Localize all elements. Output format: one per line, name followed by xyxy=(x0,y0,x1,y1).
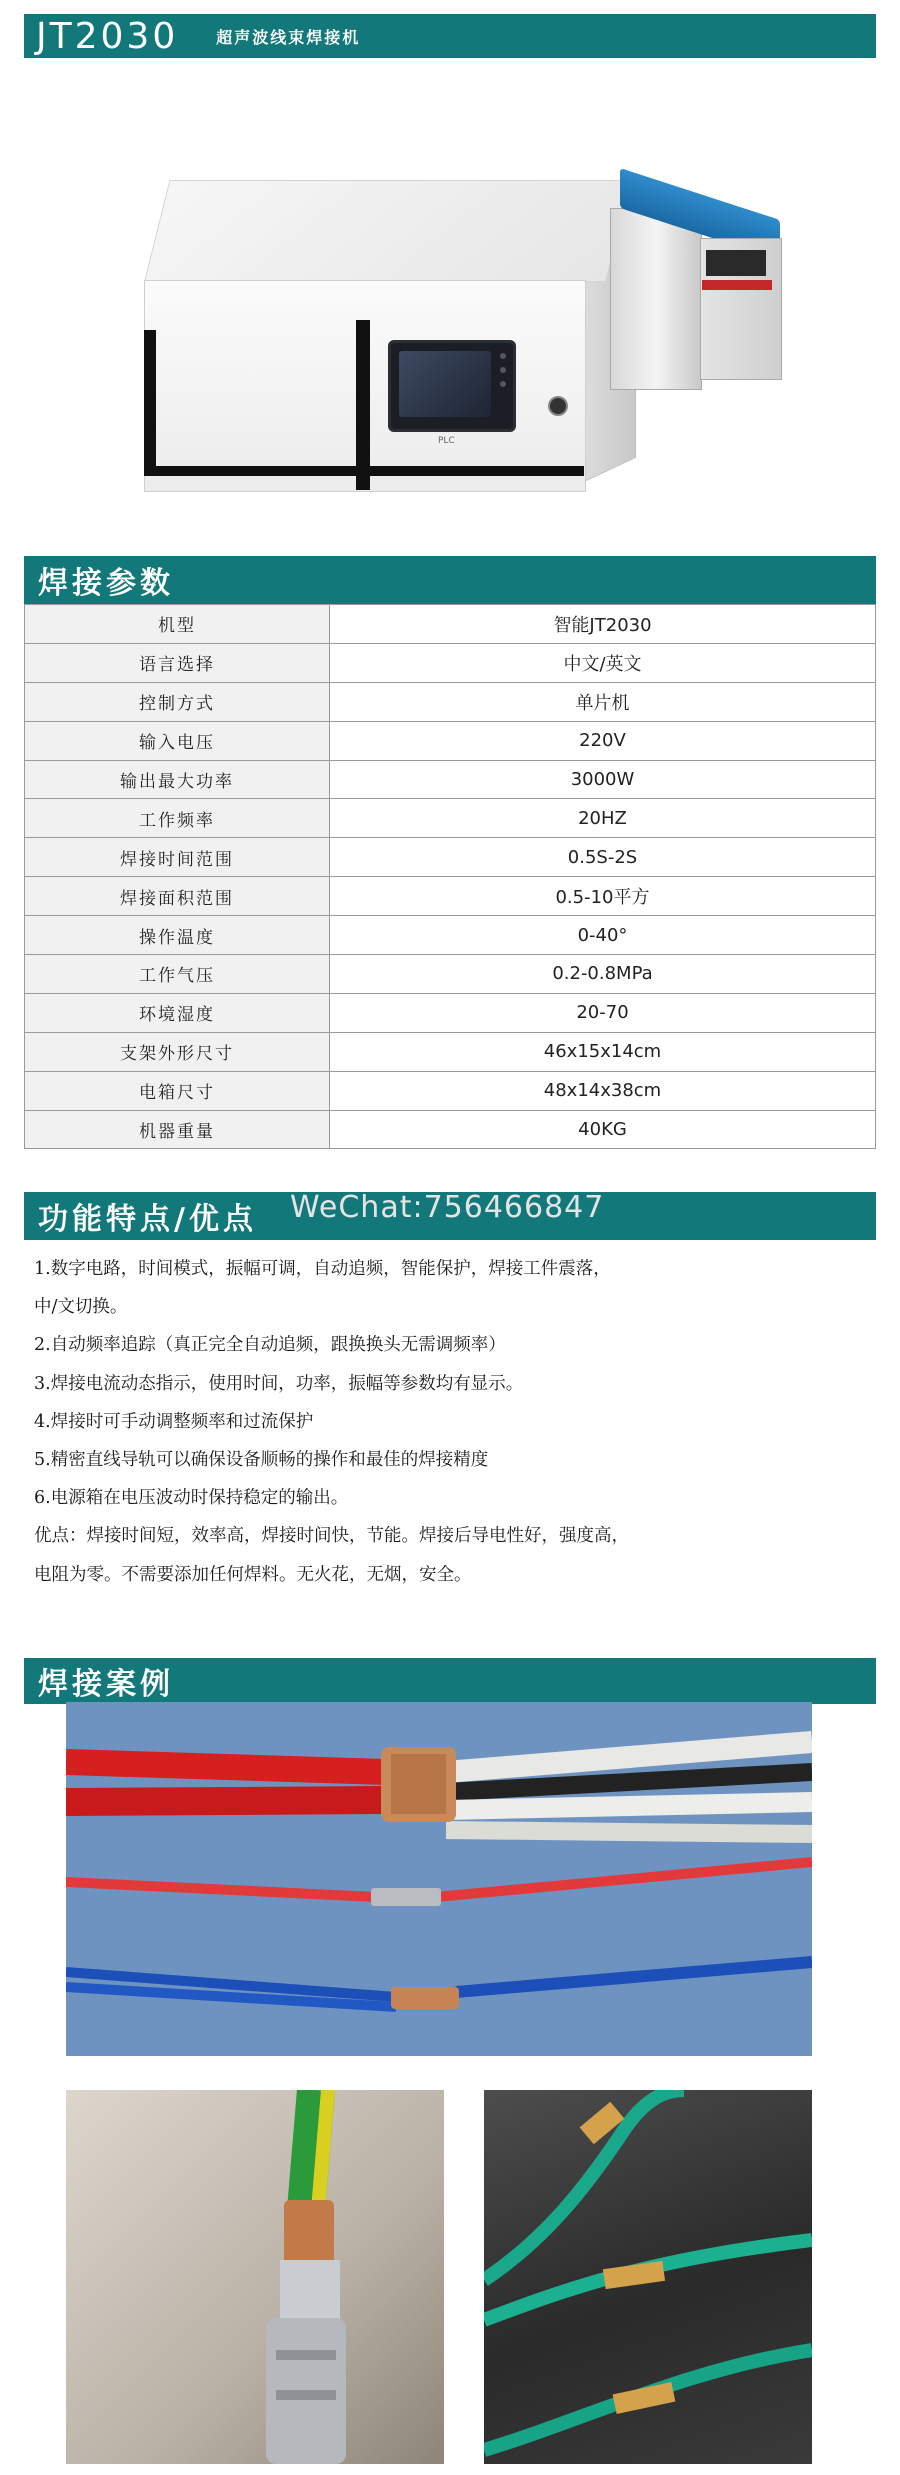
table-row xyxy=(25,721,876,760)
param-value: 40KG xyxy=(330,1110,876,1149)
table-row xyxy=(25,1071,876,1110)
power-box-top xyxy=(144,180,631,282)
case-photo-yellow-green-wire-terminal xyxy=(66,2090,444,2464)
param-value: 20-70 xyxy=(330,993,876,1032)
param-value: 3000W xyxy=(330,760,876,799)
table-row xyxy=(25,877,876,916)
table-row xyxy=(25,955,876,994)
feature-line: 中/文切换。 xyxy=(34,1297,128,1318)
param-label: 输出最大功率 xyxy=(25,760,330,799)
cases-section-title: 焊接案例 xyxy=(24,1658,876,1704)
case-photo-wires-blue-background xyxy=(66,1702,812,2056)
params-section-title: 焊接参数 xyxy=(24,556,876,604)
param-label: 环境湿度 xyxy=(25,993,330,1032)
table-row xyxy=(25,916,876,955)
param-label: 工作气压 xyxy=(25,955,330,994)
table-row xyxy=(25,799,876,838)
machine-subtitle: 超声波线束焊接机 xyxy=(216,27,361,47)
param-value: 46x15x14cm xyxy=(330,1032,876,1071)
table-row xyxy=(25,760,876,799)
wechat-watermark: WeChat:756466847 xyxy=(290,1190,605,1225)
control-screen xyxy=(388,340,516,432)
param-value: 智能JT2030 xyxy=(330,605,876,644)
param-value: 20HZ xyxy=(330,799,876,838)
param-label: 焊接面积范围 xyxy=(25,877,330,916)
feature-line: 1.数字电路，时间模式，振幅可调，自动追频，智能保护，焊接工件震落， xyxy=(34,1259,611,1279)
param-label: 输入电压 xyxy=(25,721,330,760)
header-banner xyxy=(24,14,876,58)
param-label: 支架外形尺寸 xyxy=(25,1032,330,1071)
feature-line: 优点：焊接时间短，效率高，焊接时间快，节能。焊接后导电性好，强度高， xyxy=(34,1526,629,1547)
box-trim xyxy=(356,320,370,490)
table-row xyxy=(25,838,876,877)
table-row xyxy=(25,993,876,1032)
table-row xyxy=(25,605,876,644)
param-label: 机型 xyxy=(25,605,330,644)
feature-line: 2.自动频率追踪（真正完全自动追频，跟换换头无需调频率） xyxy=(34,1335,506,1356)
table-row xyxy=(25,682,876,721)
case-photo-green-wires-dark-background xyxy=(484,2090,812,2464)
table-row xyxy=(25,1110,876,1149)
param-label: 焊接时间范围 xyxy=(25,838,330,877)
feature-line: 6.电源箱在电压波动时保持稳定的输出。 xyxy=(34,1488,349,1509)
table-row xyxy=(25,1032,876,1071)
welding-head-unit xyxy=(610,168,785,398)
param-label: 操作温度 xyxy=(25,916,330,955)
power-knob xyxy=(548,396,568,416)
param-value: 48x14x38cm xyxy=(330,1071,876,1110)
product-image xyxy=(120,160,800,520)
feature-line: 3.焊接电流动态指示，使用时间，功率，振幅等参数均有显示。 xyxy=(34,1373,524,1394)
param-value: 0-40° xyxy=(330,916,876,955)
box-trim xyxy=(144,330,156,470)
param-value: 0.2-0.8MPa xyxy=(330,955,876,994)
param-label: 电箱尺寸 xyxy=(25,1071,330,1110)
panel-label: PLC xyxy=(438,436,455,446)
params-table xyxy=(24,604,876,1149)
param-label: 机器重量 xyxy=(25,1110,330,1149)
feature-line: 5.精密直线导轨可以确保设备顺畅的操作和最佳的焊接精度 xyxy=(34,1450,489,1471)
features-list xyxy=(34,1250,864,1594)
param-label: 控制方式 xyxy=(25,682,330,721)
model-title: JT2030 xyxy=(36,15,179,57)
param-value: 0.5-10平方 xyxy=(330,877,876,916)
feature-line: 4.焊接时可手动调整频率和过流保护 xyxy=(34,1411,314,1432)
param-value: 中文/英文 xyxy=(330,643,876,682)
param-label: 语言选择 xyxy=(25,643,330,682)
param-value: 220V xyxy=(330,721,876,760)
param-value: 0.5S-2S xyxy=(330,838,876,877)
features-section-title: 功能特点/优点 xyxy=(24,1192,876,1240)
feature-line: 电阻为零。不需要添加任何焊料。无火花，无烟，安全。 xyxy=(34,1564,472,1585)
param-value: 单片机 xyxy=(330,682,876,721)
param-label: 工作频率 xyxy=(25,799,330,838)
table-row xyxy=(25,643,876,682)
